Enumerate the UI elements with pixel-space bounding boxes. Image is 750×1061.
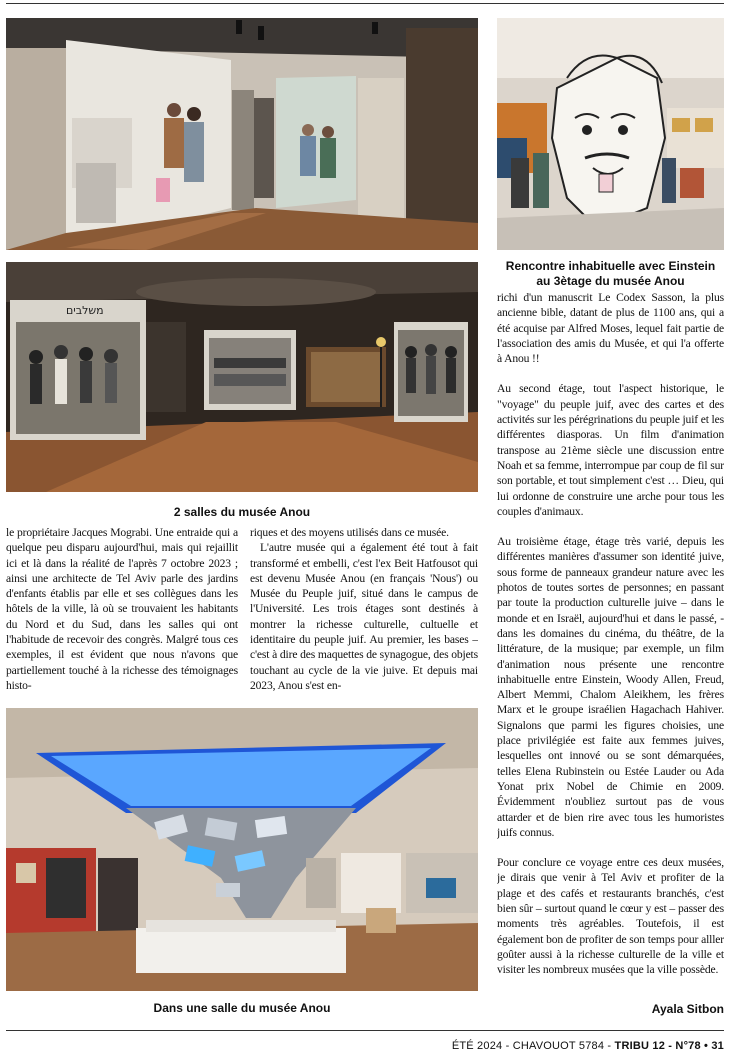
article-paragraph: Au troisième étage, étage très varié, depuis les différentes manières d'assumer son identité juive, sous forme de panneaux grandeur nature avec les photos de toutes sortes de personnes; en passant par toute la production culturelle juive – dans le monde et en Israël, aujourd'hui et dans le passé, - dans les domaines du cinéma, du théâtre, de la littérature, de la musique; par exemple, un film d'animation nous présente une rencontre inhabituelle entre Einstein, Woody Allen, Freud, Albert Memmi, Chalom Aleikhem, les frères Marx et le groupe israélien Hagachach Hahiver. Signalons que parmi les figures choisies, une place privilégiée est faite aux femmes juives, lesquelles ont innové ou se sont démarquées, telles Elena Rubinstein ou Estée Lauder ou Ada Yonat prix Nobel de Chimie en 2009. Évidemment n'oubliez surtout pas de vous attarder et de bien rire avec tous les humoristes juifs connus. (497, 535, 724, 839)
article-paragraph: riques et des moyens utilisés dans ce musée. (250, 526, 449, 539)
bottom-rule (6, 1030, 724, 1031)
footer-magazine: TRIBU 12 - N°78 • 31 (614, 1040, 724, 1052)
page-footer (452, 1040, 724, 1052)
article-paragraph: richi d'un manuscrit Le Codex Sasson, la plus ancienne bible, datant de plus de 1100 ans, qui a été acquise par Alfred Moses, lequel fait partie de l'association des amis du Musée, et qui l'a offerte à Anou !! (497, 291, 724, 366)
article-column-middle (250, 525, 478, 700)
two-rooms-caption: 2 salles du musée Anou (173, 505, 311, 519)
article-paragraph: Au second étage, tout l'aspect historique, le "voyage" du peuple juif, avec des cartes et des activités sur les pérégrinations du peuple juif et les différentes diasporas. Un film d'animation transpose au 21ème siècle une discussion entre Noah et sa femme, interrompue par coup de fil sur son portable, et tout simplement c'est … Dieu, qui lui ordonne de construire une arche pour tous les couples d'animaux. (497, 382, 724, 518)
museum-halls-photo (6, 262, 478, 492)
einstein-caption (497, 259, 724, 289)
article-column-right (497, 290, 724, 1000)
one-room-caption: Dans une salle du musée Anou (153, 1001, 331, 1015)
hebrew-sign: משלבים (66, 304, 104, 317)
author-signature: Ayala Sitbon (651, 1002, 724, 1016)
museum-room-photo (6, 18, 478, 250)
article-paragraph: le propriétaire Jacques Mograbi. Une entraide qui a quelque peu disparu aujourd'hui, mais qui rejaillit ici et là dans la réalité de l'après 7 octobre 2023 ; ainsi une architecte de Tel Aviv parle des jardins d'enfants établis par elle et ses collègues dans les hôtels de la ville, là où se trouvaient les habitants du Nord et du Sud, dans les salles qui ont l'habitude de recevoir des congrès. Malgré tous ces exemples, il est évident que nous n'avons que partiellement touché à la richesse des témoignages histo- (6, 526, 238, 692)
einstein-sculpture-photo (497, 18, 724, 250)
top-rule (6, 3, 724, 4)
museum-hall-photo (6, 708, 478, 991)
article-column-left (6, 525, 238, 700)
article-paragraph: Pour conclure ce voyage entre ces deux musées, je dirais que venir à Tel Aviv et profiter de la plage et des cafés et restaurants branchés, c'est bien sûr – surtout quand le cœur y est – passer des moments très agréables. Toutefois, il est également bon de profiter de son temps pour alller goûter aussi à la richesse culturelle de la ville et visiter les nombreux musées que la ville possède. (497, 856, 724, 977)
footer-issue: ÉTÉ 2024 - CHAVOUOT 5784 - (451, 1040, 615, 1052)
einstein-caption-line-1: Rencontre inhabituelle avec Einstein (505, 259, 716, 273)
einstein-caption-line-2: au 3ètage du musée Anou (536, 274, 685, 288)
article-paragraph: L'autre musée qui a également été tout à fait transformé et embelli, c'est l'ex Beit Hatfousot qui est devenu Musée Anou (en français 'Nous') ou Musée du Peuple juif, situé dans le campus de l'Université. Les trois étages sont destinés à montrer la richesse culturelle, cultuelle et identitaire du peuple juif. Au premier, les bases – c'est à dire des maquettes de synagogue, des objets touchant au cycle de la vie juive. Et depuis mai 2023, Anou s'est en- (250, 541, 478, 692)
